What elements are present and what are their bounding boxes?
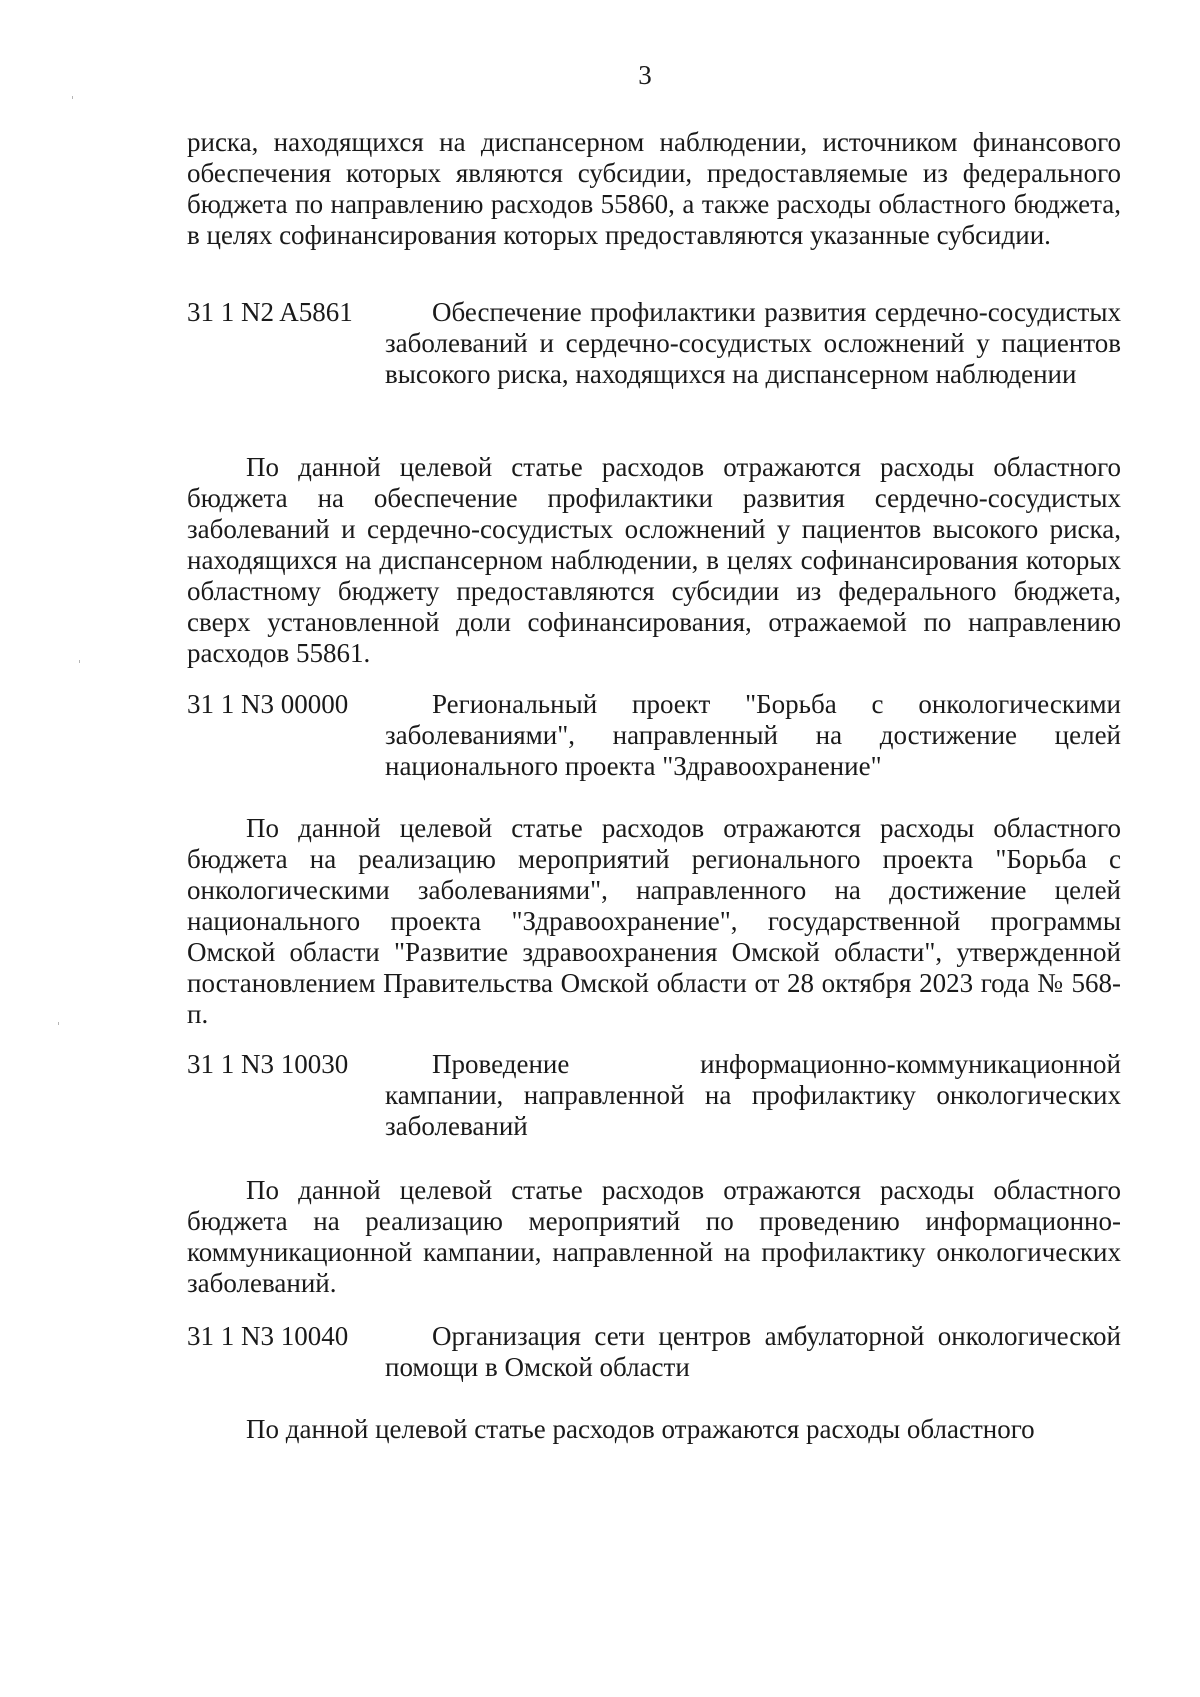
scan-speck <box>79 660 80 663</box>
paragraph-oncology-project: По данной целевой статье расходов отражаются расходы областного бюджета на реализацию мероприятий регионального проекта "Борьба с онкологическими заболеваниями", направленного на достижение целей национального проекта "Здравоохранение", государственной программы Омской области "Развитие здравоохранения Омской области", утвержденной постановлением Правительства Омской области от 28 октября 2023 года № 568-п. <box>187 813 1121 1029</box>
budget-code: 31 1 N3 10040 <box>187 1321 349 1351</box>
paragraph-amb-oncology-start: По данной целевой статье расходов отражаются расходы областного <box>246 1414 1035 1444</box>
paragraph-subsidies-continuation: риска, находящихся на диспансерном наблюдении, источником финансового обеспечения которых являются субсидии, предоставляемые из федерального бюджета по направлению расходов 55860, а также расходы областного бюджета, в целях софинансирования которых предоставляются указанные субсидии. <box>187 127 1121 250</box>
scan-speck <box>72 96 73 99</box>
budget-entry-title: Организация сети центров амбулаторной онкологической помощи в Омской области <box>385 1321 1121 1382</box>
paragraph-info-campaign: По данной целевой статье расходов отражаются расходы областного бюджета на реализацию мероприятий по проведению информационно-коммуникационной кампании, направленной на профилактику онкологических заболеваний. <box>187 1175 1121 1298</box>
budget-entry-title: Проведение информационно-коммуникационной кампании, направленной на профилактику онкологических заболеваний <box>385 1049 1121 1141</box>
budget-code: 31 1 N3 00000 <box>187 689 349 719</box>
budget-entry-title: Обеспечение профилактики развития сердечно-сосудистых заболеваний и сердечно-сосудистых осложнений у пациентов высокого риска, находящихся на диспансерном наблюдении <box>385 297 1121 389</box>
budget-code: 31 1 N2 A5861 <box>187 297 353 327</box>
page-number: 3 <box>638 60 652 90</box>
budget-entry-title: Региональный проект "Борьба с онкологическими заболеваниями", направленный на достижение целей национального проекта "Здравоохранение" <box>385 689 1121 781</box>
budget-code: 31 1 N3 10030 <box>187 1049 349 1079</box>
paragraph-cardio-prevention: По данной целевой статье расходов отражаются расходы областного бюджета на обеспечение профилактики развития сердечно-сосудистых заболеваний и сердечно-сосудистых осложнений у пациентов высокого риска, находящихся на диспансерном наблюдении, в целях софинансирования которых областному бюджету предоставляются субсидии из федерального бюджета, сверх установленной доли софинансирования, отражаемой по направлению расходов 55861. <box>187 452 1121 668</box>
scan-speck <box>58 1022 59 1025</box>
